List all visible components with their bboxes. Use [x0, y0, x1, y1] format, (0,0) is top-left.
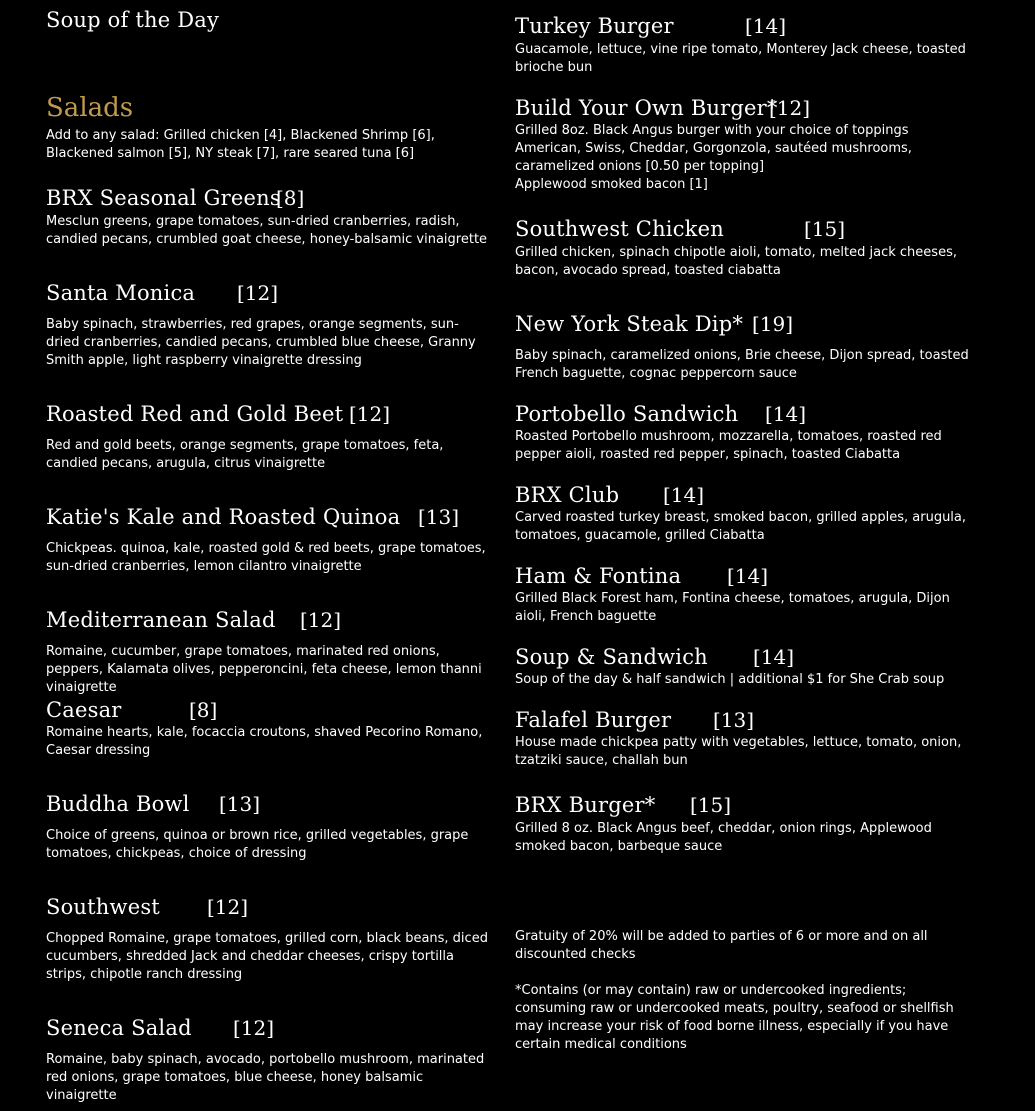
menu-item-price: [12] [769, 96, 811, 120]
menu-item-name: Mediterranean Salad [46, 608, 276, 632]
soup-of-the-day-heading: Soup of the Day [46, 8, 220, 32]
menu-item-name: Santa Monica [46, 281, 196, 305]
menu-item-description [515, 122, 975, 194]
menu-item-price: [14] [663, 483, 705, 507]
menu-item-price: [19] [752, 312, 794, 336]
salads-section-title: Salads [46, 93, 134, 123]
menu-item-description: House made chickpea patty with vegetables, lettuce, tomato, onion, tzatziki sauce, challah bun [515, 735, 962, 768]
menu-item-description: Romaine, cucumber, grape tomatoes, marinated red onions, peppers, Kalamata olives, pepperoncini, feta cheese, lemon thanni vinaigrette [46, 644, 482, 695]
menu-item-name: BRX Burger* [515, 793, 656, 817]
menu-item-price: [14] [745, 14, 787, 38]
menu-item-description: Grilled 8 oz. Black Angus beef, cheddar, onion rings, Applewood smoked bacon, barbeque sauce [515, 821, 932, 854]
menu-item-description: Baby spinach, strawberries, red grapes, orange segments, sun-dried cranberries, candied pecans, crumbled blue cheese, Granny Smith apple, light raspberry vinaigrette dressing [46, 317, 476, 368]
menu-item-description: Chopped Romaine, grape tomatoes, grilled corn, black beans, diced cucumbers, shredded Jack and cheddar cheeses, crispy tortilla strips, chipotle ranch dressing [46, 931, 488, 982]
salads-addon-note: Add to any salad: Grilled chicken [4], Blackened Shrimp [6], Blackened salmon [5], NY steak [7], rare seared tuna [6] [46, 128, 435, 161]
menu-item-price: [13] [713, 708, 755, 732]
menu-item-description: Roasted Portobello mushroom, mozzarella, tomatoes, roasted red pepper aioli, roasted red pepper, spinach, toasted Ciabatta [515, 429, 942, 462]
menu-item-price: [12] [233, 1016, 275, 1040]
description-line: American, Swiss, Cheddar, Gorgonzola, sautéed mushrooms, caramelized onions [0.50 per topping] [515, 141, 912, 174]
menu-item-name: Seneca Salad [46, 1016, 192, 1040]
menu-item-description: Red and gold beets, orange segments, grape tomatoes, feta, candied pecans, arugula, citrus vinaigrette [46, 438, 444, 471]
menu-item-price: [8] [189, 698, 218, 722]
menu-item-price: [12] [300, 608, 342, 632]
gratuity-note: Gratuity of 20% will be added to parties of 6 or more and on all discounted checks [515, 929, 928, 962]
menu-item-description: Choice of greens, quinoa or brown rice, grilled vegetables, grape tomatoes, chickpeas, choice of dressing [46, 828, 469, 861]
description-line: Applewood smoked bacon [1] [515, 177, 708, 192]
menu-item-description: Grilled chicken, spinach chipotle aioli, tomato, melted jack cheeses, bacon, avocado spread, toasted ciabatta [515, 245, 957, 278]
menu-item-description: Grilled Black Forest ham, Fontina cheese, tomatoes, arugula, Dijon aioli, French baguette [515, 591, 950, 624]
menu-item-description: Soup of the day & half sandwich | additional $1 for She Crab soup [515, 672, 945, 687]
menu-item-name: Soup & Sandwich [515, 645, 708, 669]
menu-item-description: Romaine hearts, kale, focaccia croutons, shaved Pecorino Romano, Caesar dressing [46, 725, 483, 758]
menu-item-description: Mesclun greens, grape tomatoes, sun-dried cranberries, radish, candied pecans, crumbled goat cheese, honey-balsamic vinaigrette [46, 214, 488, 247]
menu-item-name: Turkey Burger [515, 14, 674, 38]
menu-item-name: BRX Seasonal Greens [46, 186, 281, 210]
menu-item-price: [13] [418, 505, 460, 529]
menu-item-name: BRX Club [515, 483, 620, 507]
menu-item-name: Roasted Red and Gold Beet [46, 402, 344, 426]
menu-item-name: Portobello Sandwich [515, 402, 739, 426]
menu-item-description: Romaine, baby spinach, avocado, portobello mushroom, marinated red onions, grape tomatoes, blue cheese, honey balsamic vinaigrette [46, 1052, 485, 1103]
menu-item-name: Southwest [46, 895, 160, 919]
menu-item-name: Build Your Own Burger* [515, 96, 778, 120]
menu-item-description: Carved roasted turkey breast, smoked bacon, grilled apples, arugula, tomatoes, guacamole, grilled Ciabatta [515, 510, 967, 543]
menu-item-price: [15] [690, 793, 732, 817]
menu-item-price: [14] [727, 564, 769, 588]
menu-item-price: [14] [753, 645, 795, 669]
menu-item-description: Guacamole, lettuce, vine ripe tomato, Monterey Jack cheese, toasted brioche bun [515, 42, 966, 75]
menu-item-name: Southwest Chicken [515, 217, 724, 241]
menu-item-price: [13] [219, 792, 261, 816]
menu-item-name: Falafel Burger [515, 708, 672, 732]
menu-item-price: [12] [349, 402, 391, 426]
raw-food-disclaimer: *Contains (or may contain) raw or undercooked ingredients; consuming raw or undercooked meats, poultry, seafood or shellfish may increase your risk of food borne illness, especially if you have certain medical conditions [515, 983, 954, 1052]
menu-item-price: [15] [804, 217, 846, 241]
menu-item-price: [8] [276, 186, 305, 210]
menu-item-name: New York Steak Dip* [515, 312, 744, 336]
menu-item-price: [12] [207, 895, 249, 919]
menu-item-name: Ham & Fontina [515, 564, 682, 588]
menu-item-name: Caesar [46, 698, 122, 722]
menu-item-description: Chickpeas. quinoa, kale, roasted gold & red beets, grape tomatoes, sun-dried cranberries, lemon cilantro vinaigrette [46, 541, 486, 574]
menu-item-price: [12] [237, 281, 279, 305]
menu-item-price: [14] [765, 402, 807, 426]
description-line: Grilled 8oz. Black Angus burger with your choice of toppings [515, 123, 909, 138]
menu-item-description: Baby spinach, caramelized onions, Brie cheese, Dijon spread, toasted French baguette, cognac peppercorn sauce [515, 348, 969, 381]
menu-item-name: Buddha Bowl [46, 792, 190, 816]
menu-item-name: Katie's Kale and Roasted Quinoa [46, 505, 401, 529]
